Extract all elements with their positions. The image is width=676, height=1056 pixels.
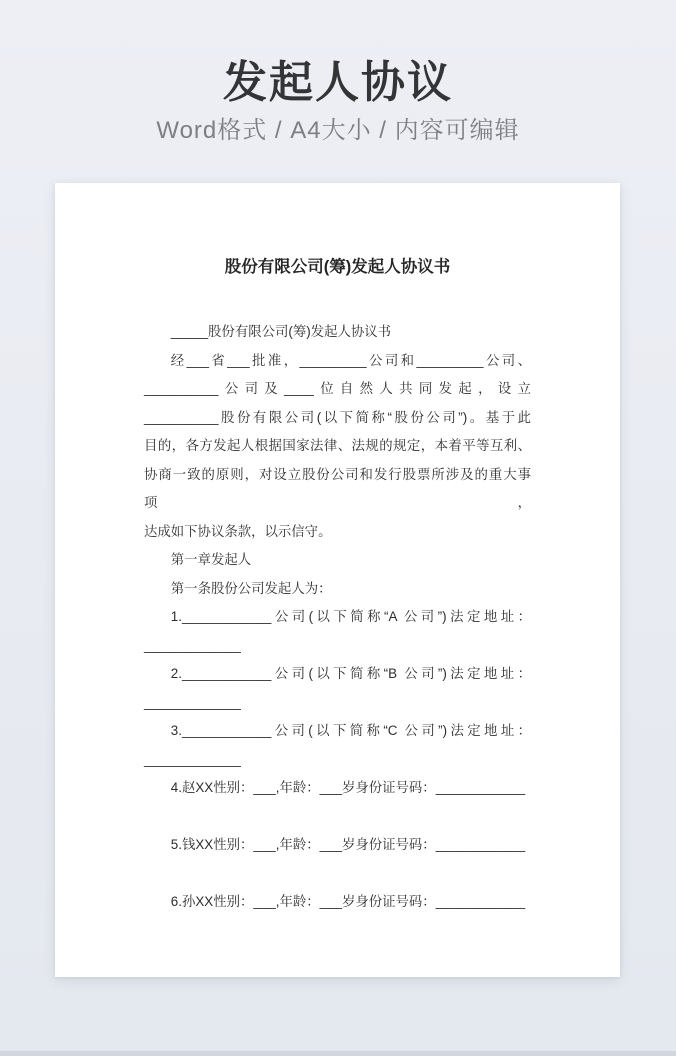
page-title: 发起人协议 <box>223 58 453 107</box>
document-line: 4.赵XX性别：___,年龄：___岁身份证号码：____________ <box>170 780 526 795</box>
document-line: 3.____________公司(以下简称“C 公司”)法定地址： <box>170 723 531 738</box>
document-clause-heading: 第一条股份公司发起人为： <box>170 580 332 596</box>
document-line: 目的，各方发起人根据国家法律、法规的规定，本着平等互利、 <box>144 438 531 453</box>
hero-header <box>0 0 676 146</box>
document-line: 达成如下协议条款，以示信守。 <box>144 523 332 539</box>
document-chapter-heading: 第一章发起人 <box>170 552 252 567</box>
document-line: __________公司及____位自然人共同发起，设立 <box>144 381 531 396</box>
document-line: 2.____________公司(以下简称“B 公司”)法定地址： <box>170 666 531 681</box>
document-blank-line: _____________ <box>144 637 241 653</box>
document-page <box>55 183 620 977</box>
page-bottom-edge <box>0 1051 676 1056</box>
document-line: 6.孙XX性别：___,年龄：___岁身份证号码：____________ <box>170 894 526 909</box>
document-line: _____股份有限公司(筹)发起人协议书 <box>170 324 392 339</box>
page-subtitle: Word格式 / A4大小 / 内容可编辑 <box>156 117 520 144</box>
document-blank-line: _____________ <box>144 694 241 710</box>
document-title: 股份有限公司(筹)发起人协议书 <box>224 258 451 276</box>
document-line: __________股份有限公司(以下简称“股份公司”)。基于此 <box>144 409 531 425</box>
document-blank-line: _____________ <box>144 751 241 767</box>
document-line: 协商一致的原则，对设立股份公司和发行股票所涉及的重大事项， <box>144 466 531 510</box>
document-line: 1.____________公司(以下简称“A 公司”)法定地址： <box>170 609 531 624</box>
document-line: 经___省___批准，_________公司和_________公司、 <box>170 352 531 368</box>
document-line: 5.钱XX性别：___,年龄：___岁身份证号码：____________ <box>170 837 526 852</box>
document-body <box>144 318 531 917</box>
